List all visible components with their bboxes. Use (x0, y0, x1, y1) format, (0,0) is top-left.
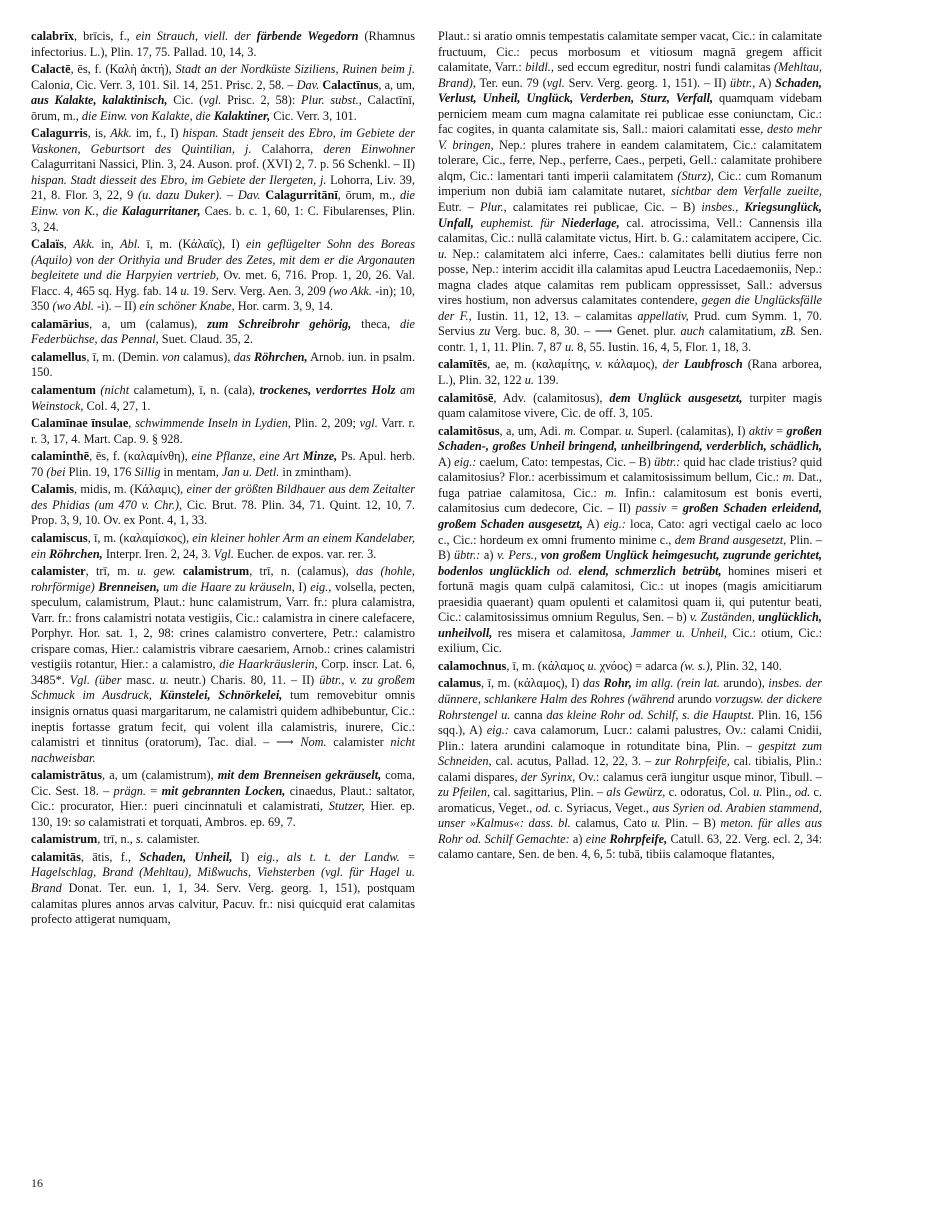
page-number: 16 (31, 1176, 43, 1190)
dictionary-entry: calamiscus, ī, m. (καλαμίσκος), ein kleiner hohler Arm an einem Kandelaber, ein Röhrchen, Interpr. Iren. 2, 24, 3. Vgl. Eucher. de expos. var. rer. 3. (31, 530, 415, 561)
dictionary-entry: calamītēs, ae, m. (καλαμίτης, v. κάλαμος), der Laubfrosch (Rana arborea, L.), Plin. 32, 122 u. 139. (438, 357, 823, 388)
dictionary-entry: Plaut.: si aratio omnis tempestatis calamitate semper vacat, Cic.: in calamitate fructuum, Cic.: pecus morbosum et vitiosum magnā gregem afficit calamitate, Varr.: bildl., sed eccum egreditur, nostri fundi calamitas (Mehltau, Brand), Ter. eun. 79 (vgl. Serv. Verg. georg. 1, 151). – II) übtr., A) Schaden, Verlust, Unheil, Unglück, Verderben, Sturz, Verfall, quamquam videbam perniciem meam cum magna calamitate rei publicae esse coniunctam, Cic.: fac cogites, in quanta calamitate sis, Sall.: maiori calamitati esse, desto mehr V. bringen, Nep.: plures trahere in eandem calamitatem, Cic.: calamitatem tolerare, Cic., ferre, Nep., perferre, Caes., perpeti, Gell.: calamitate prohibere alqm, Cic.: lamentari tanti imperii calamitatem (Sturz), Cic.: cum Romanum imperium non dubiā iam calamitate nutaret, sichtbar dem Verfalle zueilte, Eutr. – Plur., calamitates rei publicae, Cic. – B) insbes., Kriegsunglück, Unfall, euphemist. für Niederlage, cal. atrocissima, Vell.: Cannensis illa calamitas, Cic.: nullā calamitate victus, Hirt. b. G.: calamitatem accipere, Cic. u. Nep.: calamitatem alci inferre, Caes.: calamitates belli diutius ferre non posse, Nep.: interim accidit illa calamitas apud Leuctra Lacedaemoniis, Nep.: magna clades atque calamitas rem publicam oppressisset, Sall.: adversus vires hostium, non adversus calamitates contendere, gegen die Unglücksfälle der F., Iustin. 11, 12, 13. – calamitas appellativ, Prud. cum Symm. 1, 70. Servius zu Verg. buc. 8, 30. – ⟶ Genet. plur. auch calamitatium, zB. Sen. contr. 1, 1, 11. Plin. 7, 87 u. 8, 55. Iustin. 16, 4, 5, Flor. 1, 18, 3. (438, 29, 823, 354)
dictionary-entry: Calamīnae īnsulae, schwimmende Inseln in Lydien, Plin. 2, 209; vgl. Varr. r. r. 3, 17, 4. Mart. Cap. 9. § 928. (31, 416, 415, 446)
dictionary-entry: calamārius, a, um (calamus), zum Schreibrohr gehörig, theca, die Federbüchse, das Pennal, Suet. Claud. 35, 2. (31, 316, 416, 347)
dictionary-entry: Calamis, midis, m. (Κάλαμις), einer der größten Bildhauer aus dem Zeitalter des Phidias (um 470 v. Chr.), Cic. Brut. 78. Plin. 34, 71. Quint. 12, 10, 7. Prop. 3, 9, 10. Ov. ex Pont. 4, 1, 33. (31, 482, 416, 528)
dictionary-entry: calabrīx, brīcis, f., ein Strauch, viell. der färbende Wegedorn (Rhamnus infectorius. L.), Plin. 17, 75. Pallad. 10, 14, 3. (31, 29, 415, 59)
dictionary-entry: Calactē, ēs, f. (Καλὴ ἀκτή), Stadt an der Nordküste Siziliens, Ruinen beim j. Calonia, Cic. Verr. 3, 101. Sil. 14, 251. Prisc. 2, 58. – Dav. Calactīnus, a, um, aus Kalakte, kalaktinisch, Cic. (vgl. Prisc. 2, 58): Plur. subst., Calactīnī, ōrum, m., die Einw. von Kalakte, die Kalaktiner, Cic. Verr. 3, 101. (31, 62, 416, 123)
dictionary-entry: calamistrum, trī, n., s. calamister. (31, 832, 200, 847)
right-column (438, 29, 822, 865)
dictionary-entry: calamitās, ātis, f., Schaden, Unheil, I) eig., als t. t. der Landw. = Hagelschlag, Brand (Mehltau), Mißwuchs, Viehsterben (vgl. für Hagel u. Brand Donat. Ter. eun. 1, 1, 34. Serv. Verg. georg. 1, 151), postquam calamitas plures annos arvas calvitur, Pacuv. fr.: nisi quicquid erat calamitas profecto attigerat numquam, (31, 849, 416, 927)
dictionary-entry: Calagurris, is, Akk. im, f., I) hispan. Stadt jenseit des Ebro, im Gebiete der Vaskonen, Geburtsort des Quintilian, j. Calahorra, deren Einwohner Calagurritani Nassici, Plin. 3, 24. Auson. prof. (XVI) 2, 7. p. 56 Schenkl. – II) hispan. Stadt diesseit des Ebro, im Gebiete der Ilergeten, j. Lohorra, Liv. 39, 21, 8. Flor. 3, 22, 9 (u. dazu Duker). – Dav. Calagurritānī, ōrum, m., die Einw. von K., die Kalagurritaner, Caes. b. c. 1, 60, 1: C. Fibularenses, Plin. 3, 24. (31, 126, 416, 234)
dictionary-entry: calaminthē, ēs, f. (καλαμίνθη), eine Pflanze, eine Art Minze, Ps. Apul. herb. 70 (bei Plin. 19, 176 Sillig in mentam, Jan u. Detl. in zmintham). (31, 449, 416, 479)
dictionary-entry: calamentum (nicht calametum), ī, n. (cala), trockenes, verdorrtes Holz am Weinstock, Col. 4, 27, 1. (31, 383, 415, 413)
dictionary-entry: calamochnus, ī, m. (κάλαμος u. χνόος) = adarca (w. s.), Plin. 32, 140. (438, 658, 782, 673)
dictionary-entry: calamitōsē, Adv. (calamitosus), dem Unglück ausgesetzt, turpiter magis quam calamitose vivere, Cic. de off. 3, 105. (438, 390, 822, 421)
dictionary-entry: Calaïs, Akk. in, Abl. ī, m. (Κάλαϊς), I) ein geflügelter Sohn des Boreas (Aquilo) von der Orithyia und Bruder des Zetes, mit dem er die Argonauten begleitete und die Harpyien vertrieb, Ov. met. 6, 716. Prop. 1, 20, 26. Val. Flacc. 4, 465 sq. Hyg. fab. 14 u. 19. Serv. Verg. Aen. 3, 209 (wo Akk. -in); 10, 350 (wo Abl. -i). – II) ein schöner Knabe, Hor. carm. 3, 9, 14. (31, 237, 415, 314)
dictionary-entry: calamellus, ī, m. (Demin. von calamus), das Röhrchen, Arnob. iun. in psalm. 150. (31, 349, 416, 380)
dictionary-entry: calamister, trī, m. u. gew. calamistrum, trī, n. (calamus), das (hohle, rohrförmige) Brenneisen, um die Haare zu kräuseln, I) eig., volsella, pecten, speculum, calamistrum, Plaut.: hunc calamistrum, Varr. fr.: plura calamistra, Varr. fr.: frons calamistri notata vestigiis, Cic.: calamistra in cinere calefacere, Porphyr. Hor. sat. 1, 2, 98: crines calamistro convertere, Petr.: calamistro crispare comas, Hier.: calamistris vibrare caesariem, Arnob.: crines calamistri vestigiis rotantur, Hier.: a calamistro, die Haarkräuslerin, Corp. inscr. Lat. 6, 3485*. Vgl. (über masc. u. neutr.) Charis. 80, 11. – II) übtr., v. zu großem Schmuck im Ausdruck, Künstelei, Schnörkelei, tum removebitur omnis insignis ornatus quasi margaritarum, ne calamistri quidem adhibebuntur, Cic.: ineptis fortasse gratum fecit, qui volent illa calamistris, inurere, Cic.: calamistri et tinnitus (oratorum), Tac. dial. – ⟶ Nom. calamister nicht nachweisbar. (31, 564, 416, 765)
dictionary-entry: calamitōsus, a, um, Adi. m. Compar. u. Superl. (calamitas), I) aktiv = großen Schaden-, großes Unheil bringend, unheilbringend, verderblich, schädlich, A) eig.: caelum, Cato: tempestas, Cic. – B) übtr.: quid hac clade tristius? quid calamitosius? Flor.: acerbissimum et calamitosissimum bellum, Cic.: m. Dat., fuga patriae calamitosa, Cic.: m. Infin.: calamitosum est bonis everti, calamitosius cum dedecore, Cic. – II) passiv = großen Schaden erleidend, großem Schaden ausgesetzt, A) eig.: loca, Cato: agri vectigal caelo ac loco c., Cic.: hordeum ex omni frumento minime c., dem Brand ausgesetzt, Plin. – B) übtr.: a) v. Pers., von großem Unglück heimgesucht, zugrunde gerichtet, bodenlos unglücklich od. elend, schmerzlich betrübt, homines miseri et fortunā magis quam culpā calamitosi, Cic.: ut inopes (magis amicitiarum praesidia quaerant) quam opulenti et calamitosi quam ii, qui putentur beati, Cic.: calamitosissimus omnium Regulus, Sen. – b) v. Zuständen, unglücklich, unheilvoll, res misera et calamitosa, Jammer u. Unheil, Cic.: otium, Cic.: exilium, Cic. (438, 423, 823, 656)
dictionary-entry: calamus, ī, m. (κάλαμος), I) das Rohr, im allg. (rein lat. arundo), insbes. der dünnere, schlankere Halm des Rohres (während arundo vorzugsw. der dickere Rohrstengel u. canna das kleine Rohr od. Schilf, s. die Hauptst. Plin. 16, 156 sqq.), A) eig.: cava calamorum, Lucr.: calami palustres, Ov.: calami Cnidii, Plin.: latera arundini calamoque in rotunditate bina, Plin. – gespitzt zum Schneiden, cal. acutus, Pallad. 12, 22, 3. – zur Rohrpfeife, cal. tibialis, Plin.: calami dispares, der Syrinx, Ov.: calamus cerā iungitur usque minor, Tibull. – zu Pfeilen, cal. sagittarius, Plin. – als Gewürz, c. odoratus, Col. u. Plin., od. c. aromaticus, Veget., od. c. Syriacus, Veget., aus Syrien od. Arabien stammend, unser »Kalmus«: dass. bl. calamus, Cato u. Plin. – B) meton. für alles aus Rohr od. Schilf Gemachte: a) eine Rohrpfeife, Catull. 63, 22. Verg. ecl. 2, 34: calamo cantare, Sen. de ben. 4, 6, 5: tubā, tibiis calamoque flatantes, (438, 676, 823, 862)
dictionary-entry: calamistrātus, a, um (calamistrum), mit dem Brenneisen gekräuselt, coma, Cic. Sest. 18. – prägn. = mit gebrannten Locken, cinaedus, Plaut.: saltator, Cic.: procurator, Hier.: pueri cincinnatuli et calamistrati, Stutzer, Hier. ep. 130, 19: so calamistrati et torquati, Ambros. ep. 69, 7. (31, 768, 416, 829)
left-column (31, 29, 415, 930)
